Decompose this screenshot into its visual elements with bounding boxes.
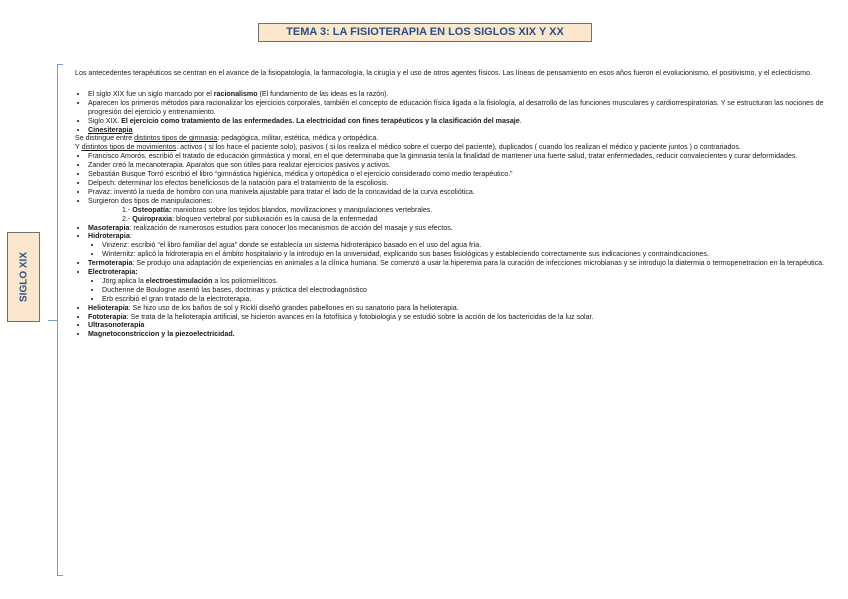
list-item: • Helioterapia: Se hizo uso de los baños de sol y Rickli diseñó grandes pabellones en su sanatorio para la helioterapia.: [88, 304, 837, 313]
section-label-box: [7, 232, 40, 322]
hidroterapia-sublist: [88, 241, 837, 259]
list-item: • Hidroterapia: • Vinzenz: escribió “el libro familiar del agua” donde se establecía un sistema hidroterápico basado en el uso del agua fría. • Winternitz: aplicó la hidroterapia en el ámbito hospitalario y la introdujo en la universidad, explicando sus bases fisiológicas y estableciendo correctamente sus indicaciones y contraindicaciones.: [88, 232, 837, 259]
list-item: • Fototerapia: Se trata de la helioterapia artificial, se hicieron avances en la fotofísica y fotobiología y se estudió sobre la acción de los bactericidas de la luz solar.: [88, 313, 837, 322]
list-item: • Electroterapia: • Jörg aplica la electroestimulación a los poliomielíticos. • Duchenne de Boulogne asentó las bases, doctrinas y práctica del electrodiagnóstico • Erb escribió el gran tratado de la electroterapia.: [88, 268, 837, 304]
list-item: • Masoterapia: realización de numerosos estudios para conocer los mecanismos de acción del masaje y sus efectos.: [88, 224, 837, 233]
list-item: • Surgieron dos tipos de manipulaciones: 1.- Osteopatía: maniobras sobre los tejidos blandos, movilizaciones y manipulaciones vertebrales. 2.- Quiropraxia: bloqueo vertebral por subluxación es la causa de la enfermedad: [88, 197, 837, 224]
list-item: • Siglo XIX. El ejercicio como tratamiento de las enfermedades. La electricidad con fines terapéuticos y la clasificación del masaje.: [88, 117, 837, 126]
list-item: • Termoterapia: Se produjo una adaptación de experiencias en animales a la clínica humana. Se comenzó a usar la hiperemia para la curación de infecciones microbianas y se introdujo la diatermia o termopenetracion en la terapéutica.: [88, 259, 837, 268]
list-item: • Jörg aplica la electroestimulación a los poliomielíticos.: [102, 277, 837, 286]
list-item: • Zander creó la mecanoterapia. Aparatos que son útiles para realizar ejercicios pasivos y activos.: [88, 161, 837, 170]
cinesiterapia-list: [75, 152, 837, 339]
list-item: • Duchenne de Boulogne asentó las bases, doctrinas y práctica del electrodiagnóstico: [102, 286, 837, 295]
list-item: • Aparecen los primeros métodos para racionalizar los ejercicios corporales, también el concepto de educación física ligada a la fisiología, al desarrollo de las funciones musculares y cardiorrespiratorias. Y se estructuran las nociones de progresión del ejercicio y entrenamiento.: [88, 99, 837, 117]
list-item: • El siglo XIX fue un siglo marcado por el racionalismo (El fundamento de las ideas es la razón).: [88, 90, 837, 99]
list-item: • Magnetoconstriccion y la piezoelectricidad.: [88, 330, 837, 339]
list-item: • Sebastián Busque Torró escribió el libro “gimnástica higiénica, médica y ortopédica o el ejercicio considerado como medio terapéutico.”: [88, 170, 837, 179]
movimientos-paragraph: Y distintos tipos de movimientos: activos ( si los hace el paciente solo), pasivos ( si los realiza el médico sobre el cuerpo del paciente), duplicados ( cuando los realizan el médico y paciente juntos ) o contrariados.: [75, 143, 741, 152]
list-item: • Erb escribió el gran tratado de la electroterapia.: [102, 295, 837, 304]
list-item: • Ultrasonoterapia: [88, 321, 837, 330]
manipulations-list: [88, 206, 837, 224]
bracket-connector: [48, 320, 58, 321]
list-item: 2.- Quiropraxia: bloqueo vertebral por subluxación es la causa de la enfermedad: [122, 214, 378, 223]
list-item: • Delpech: determinar los efectos beneficiosos de la natación para el tratamiento de la escoliosis.: [88, 179, 837, 188]
list-item: • Winternitz: aplicó la hidroterapia en el ámbito hospitalario y la introdujo en la universidad, explicando sus bases fisiológicas y estableciendo correctamente sus indicaciones y contraindicaciones.: [102, 250, 837, 259]
electroterapia-sublist: [88, 277, 837, 304]
gimnasia-paragraph: Se distingue entre distintos tipos de gimnasia: pedagógica, militar, estética, médica y ortopédica.: [75, 134, 379, 143]
page-title: TEMA 3: LA FISIOTERAPIA EN LOS SIGLOS XIX Y XX: [258, 23, 592, 42]
intro-paragraph: Los antecedentes terapéuticos se centran en el avance de la fisiopatología, la farmacología, la cirugía y el uso de otros agentes físicos. Las líneas de pensamiento en esos años fueron el evolucionismo, el positivismo, y el eclecticismo.: [75, 69, 812, 77]
list-item: • Vinzenz: escribió “el libro familiar del agua” donde se establecía un sistema hidroterápico basado en el uso del agua fría.: [102, 241, 837, 250]
section-label: SIGLO XIX: [18, 251, 29, 303]
list-item: 1.- Osteopatía: maniobras sobre los tejidos blandos, movilizaciones y manipulaciones vertebrales.: [122, 205, 433, 214]
list-item: • Francisco Amorós, escribió el tratado de educación gimnástica y moral, en el que determinaba que la gimnasia tenía la finalidad de mantener una fuerte salud, tratar enfermedades, reducir convalecientes y curar deformidades.: [88, 152, 837, 161]
list-item: • Pravaz: inventó la rueda de hombro con una manivela ajustable para tratar el lado de la concavidad de la curva escoliótica.: [88, 188, 837, 197]
list-item: • Cinesiterapia: [88, 126, 837, 135]
main-list: [75, 90, 837, 135]
content-area: [75, 69, 837, 339]
